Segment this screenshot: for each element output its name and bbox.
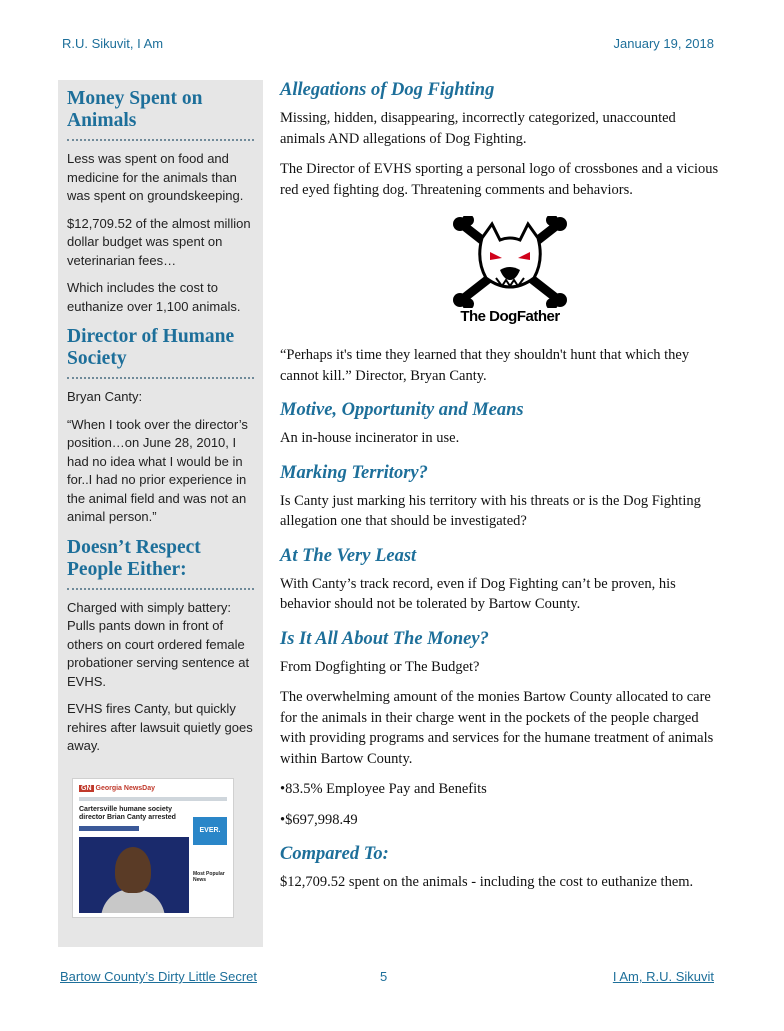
footer-title-link[interactable]: Bartow County’s Dirty Little Secret — [60, 969, 257, 984]
sidebar-text: Which includes the cost to euthanize over 1,100 animals. — [67, 280, 241, 314]
bullet-item: •83.5% Employee Pay and Benefits — [280, 781, 487, 797]
heading-marking-territory: Marking Territory? — [280, 462, 428, 483]
heading-at-least: At The Very Least — [280, 545, 417, 566]
paragraph: With Canty’s track record, even if Dog Fighting can’t be proven, his behavior should not be tolerated by Bartow County. — [280, 575, 676, 612]
sidebar-text: EVHS fires Canty, but quickly rehires after lawsuit quietly goes away. — [67, 701, 253, 753]
news-logo: GN Georgia NewsDay — [81, 784, 156, 792]
news-ad: EVER. — [193, 817, 227, 845]
news-navbar — [79, 797, 227, 801]
paragraph: The Director of EVHS sporting a personal logo of crossbones and a vicious red eyed fighting dog. Threatening comments and behaviors. — [280, 161, 719, 198]
bullet-item: •$697,998.49 — [280, 811, 358, 828]
paragraph: An in-house incinerator in use. — [280, 430, 460, 446]
news-screenshot-image — [72, 778, 234, 918]
header-date: January 19, 2018 — [613, 36, 714, 51]
sidebar-text: Bryan Canty: — [67, 389, 143, 404]
heading-dog-fighting: Allegations of Dog Fighting — [280, 80, 495, 100]
sidebar-text: “When I took over the director’s position…on June 28, 2010, I had no idea what I would be in for..I had no prior experience in the animal field and was not an animal person.” — [67, 416, 248, 524]
sidebar-heading-director: Director of Humane Society — [67, 326, 254, 379]
main-column — [280, 78, 720, 893]
footer-author-link[interactable]: I Am, R.U. Sikuvit — [612, 969, 714, 984]
news-popular: Most Popular News — [193, 870, 225, 883]
news-headline: Cartersville humane society director Brian Canty arrested — [79, 805, 176, 821]
heading-compared: Compared To: — [280, 844, 389, 864]
heading-money: Is It All About The Money? — [280, 628, 489, 649]
paragraph: $12,709.52 spent on the animals - including the cost to euthanize them. — [280, 874, 694, 890]
heading-motive: Motive, Opportunity and Means — [280, 400, 524, 420]
sidebar — [58, 80, 263, 947]
paragraph: Is Canty just marking his territory with his threats or is the Dog Fighting allegation one that should be investigated? — [280, 492, 701, 529]
news-share-buttons — [79, 826, 139, 831]
mugshot-photo — [79, 837, 189, 913]
quote-paragraph: “Perhaps it's time they learned that they shouldn't hunt that which they cannot kill.” Director, Bryan Canty. — [280, 347, 690, 384]
sidebar-heading-respect: Doesn’t Respect People Either: — [67, 537, 254, 590]
paragraph: From Dogfighting or The Budget? — [280, 658, 480, 675]
paragraph: Missing, hidden, disappearing, incorrectly categorized, unaccounted animals AND allegations of Dog Fighting. — [280, 110, 676, 147]
sidebar-text: Less was spent on food and medicine for the animals than was spent on groundskeeping. — [67, 151, 244, 203]
sidebar-text: Charged with simply battery: Pulls pants down in front of others on court ordered female probationer serving sentence at EVHS. — [67, 599, 250, 689]
sidebar-heading-money: Money Spent on Animals — [67, 88, 254, 141]
header-author: R.U. Sikuvit, I Am — [62, 36, 164, 51]
crossbones-dog-icon — [450, 216, 570, 308]
dogfather-text: The DogFather — [460, 308, 560, 325]
dogfather-logo — [450, 216, 570, 331]
sidebar-text: $12,709.52 of the almost million dollar budget was spent on veterinarian fees… — [67, 215, 251, 268]
paragraph: The overwhelming amount of the monies Bartow County allocated to care for the animals in their charge went in the pockets of the people charged with providing programs and services for the humane treatment of animals within Bartow County. — [280, 689, 714, 767]
page-number: 5 — [380, 969, 388, 984]
